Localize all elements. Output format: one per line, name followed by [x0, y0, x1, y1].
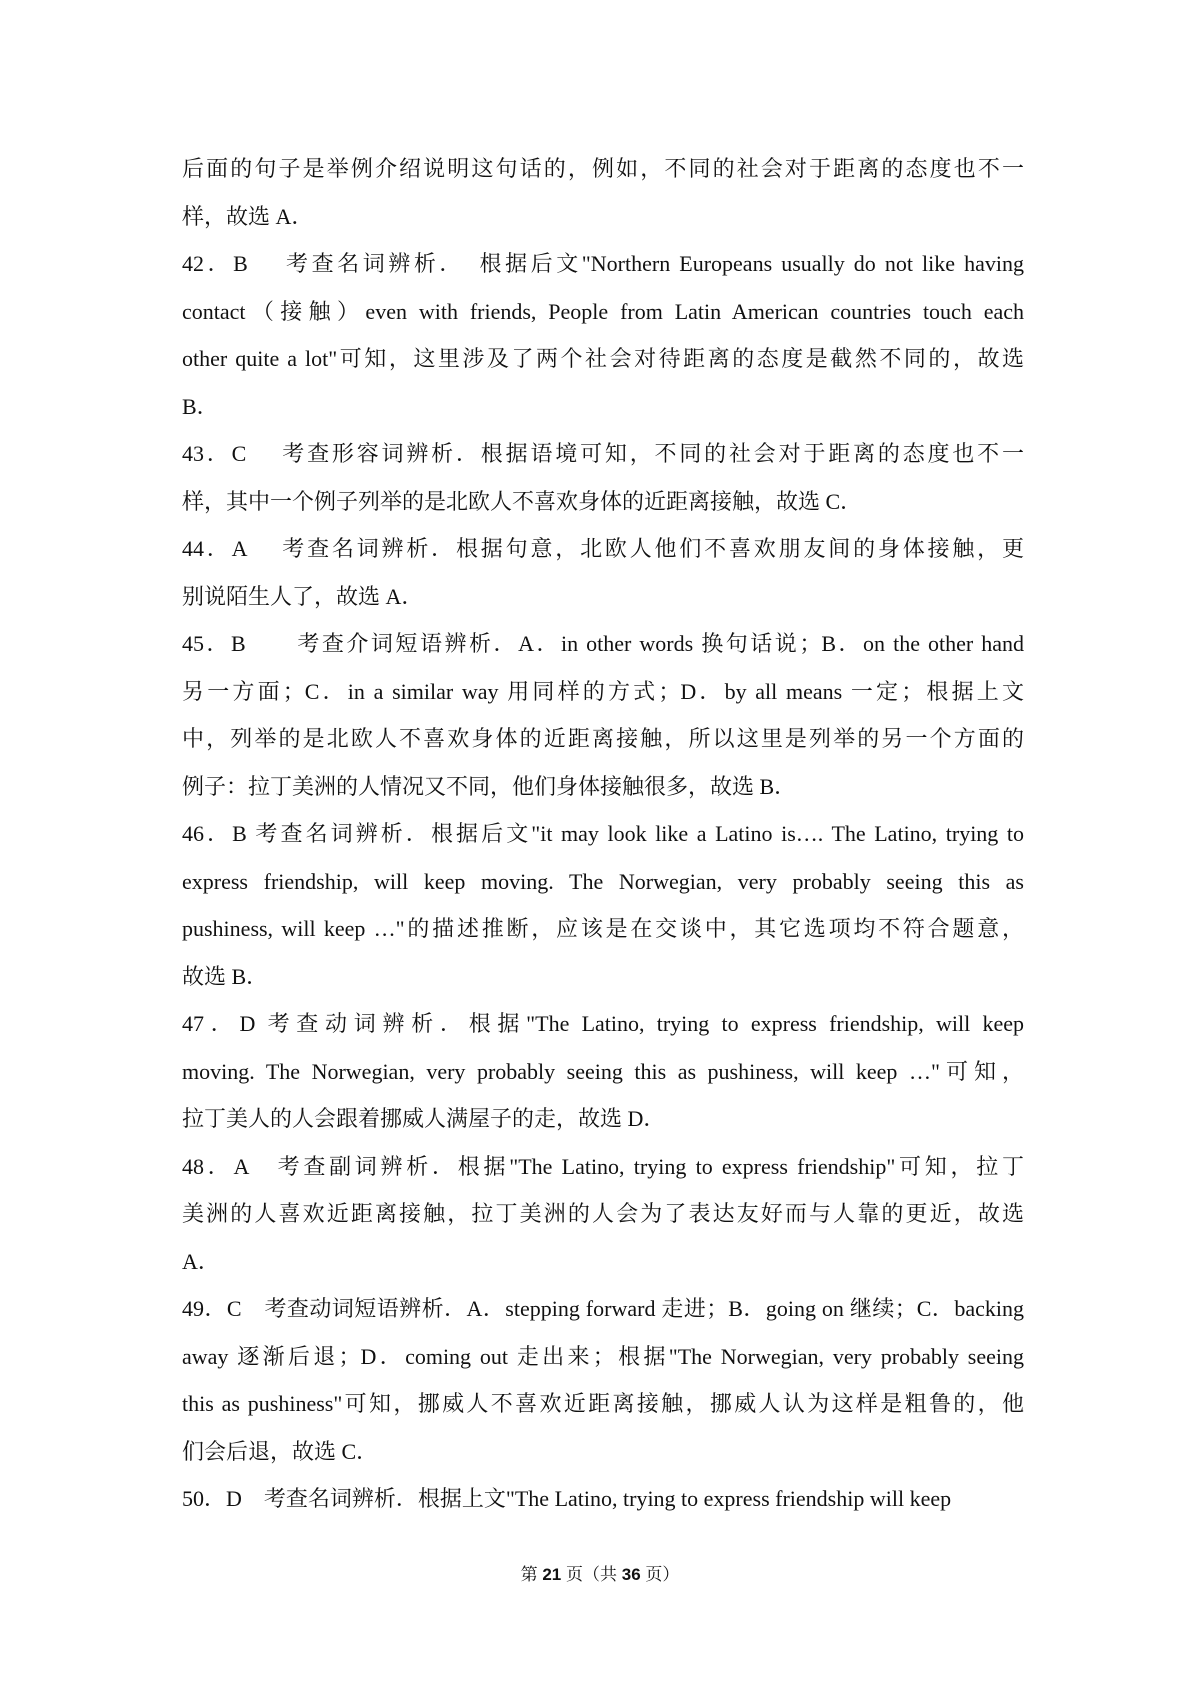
text-line: 44．A 考查名词辨析．根据句意，北欧人他们不喜欢朋友间的身体接触，更: [182, 536, 1024, 561]
total-pages: 36: [621, 1565, 641, 1584]
answer-paragraph: [182, 1000, 1024, 1143]
text-line: 故选 B．: [182, 963, 269, 989]
text-line: B．: [182, 393, 219, 419]
text-line: 后面的句子是举例介绍说明这句话的，例如，不同的社会对于距离的态度也不一: [182, 156, 1024, 181]
text-line: express friendship, will keep moving. The Norwegian, very probably seeing this as: [182, 868, 1024, 894]
text-line: 拉丁美人的人会跟着挪威人满屋子的走，故选 D．: [182, 1106, 666, 1131]
answer-paragraph: [182, 430, 1024, 525]
text-line: away 逐渐后退；D．coming out 走出来；根据"The Norwegian, very probably seeing: [182, 1343, 1024, 1369]
text-line: 们会后退，故选 C．: [182, 1438, 379, 1464]
answer-paragraph: [182, 1475, 1024, 1523]
text-line: contact（接触）even with friends, People from Latin American countries touch each: [182, 298, 1024, 324]
text-line: 42．B 考查名词辨析． 根据后文"Northern Europeans usually do not like having: [182, 251, 1024, 276]
footer-suffix: 页）: [645, 1565, 680, 1584]
text-line: A．: [182, 1248, 220, 1274]
text-line: other quite a lot"可知，这里涉及了两个社会对待距离的态度是截然不同的，故选: [182, 346, 1024, 371]
text-line: 例子：拉丁美洲的人情况又不同，他们身体接触很多，故选 B．: [182, 773, 797, 799]
text-line: 43．C 考查形容词辨析．根据语境可知，不同的社会对于距离的态度也不一: [182, 441, 1024, 466]
text-line: 49．C 考查动词短语辨析．A．stepping forward 走进；B．going on 继续；C．backing: [182, 1296, 1024, 1321]
text-line: 另一方面；C．in a similar way 用同样的方式；D．by all means 一定；根据上文: [182, 678, 1024, 704]
text-line: this as pushiness"可知，挪威人不喜欢近距离接触，挪威人认为这样是粗鲁的，他: [182, 1391, 1024, 1416]
text-line: 50．D 考查名词辨析．根据上文"The Latino, trying to express friendship will keep: [182, 1486, 952, 1511]
answer-paragraph: [182, 240, 1024, 430]
answer-paragraph: [182, 620, 1024, 810]
text-line: pushiness, will keep …"的描述推断，应该是在交谈中，其它选项均不符合题意，: [182, 916, 1024, 941]
text-line: moving. The Norwegian, very probably seeing this as pushiness, will keep …"可知，: [182, 1058, 1024, 1084]
answer-paragraph: [182, 525, 1024, 620]
page-footer: [0, 1560, 1200, 1585]
text-line: 别说陌生人了，故选 A．: [182, 583, 424, 609]
footer-middle: 页（共: [566, 1565, 617, 1584]
text-line: 46．B 考查名词辨析．根据后文"it may look like a Latino is…. The Latino, trying to: [182, 821, 1024, 846]
answer-paragraph: [182, 1143, 1024, 1286]
document-body: [182, 145, 1024, 1523]
text-line: 中，列举的是北欧人不喜欢身体的近距离接触，所以这里是列举的另一个方面的: [182, 726, 1024, 751]
text-line: 样，其中一个例子列举的是北欧人不喜欢身体的近距离接触，故选 C．: [182, 488, 863, 514]
text-line: 美洲的人喜欢近距离接触，拉丁美洲的人会为了表达友好而与人靠的更近，故选: [182, 1201, 1024, 1226]
answer-paragraph: [182, 810, 1024, 1000]
answer-paragraph: [182, 1285, 1024, 1475]
text-line: 样，故选 A．: [182, 203, 314, 229]
text-line: 47．D 考查动词辨析．根据"The Latino, trying to express friendship, will keep: [182, 1011, 1024, 1036]
text-line: 48．A 考查副词辨析．根据"The Latino, trying to express friendship"可知，拉丁: [182, 1153, 1024, 1179]
page-number: 21: [542, 1565, 562, 1584]
answer-paragraph: [182, 145, 1024, 240]
footer-prefix: 第: [520, 1565, 538, 1584]
text-line: 45．B 考查介词短语辨析．A．in other words 换句话说；B．on the other hand: [182, 631, 1024, 656]
